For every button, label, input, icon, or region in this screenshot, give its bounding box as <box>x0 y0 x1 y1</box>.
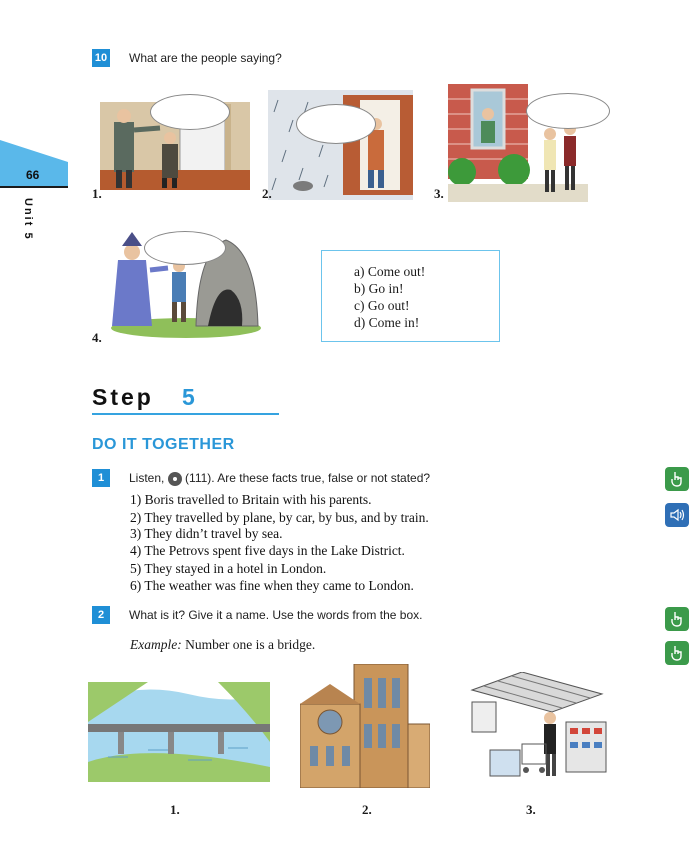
page-tab <box>0 140 68 192</box>
fact-6: 6) The weather was fine when they came to London. <box>130 578 414 593</box>
bottom-picture-2-caption: 2. <box>362 802 372 817</box>
task-2-instruction: What is it? Give it a name. Use the words from the box. <box>129 608 423 622</box>
page-tab-rule <box>0 186 68 188</box>
picture-1-caption: 1. <box>92 186 102 201</box>
task-1-instruction <box>129 471 430 486</box>
option-a: a) Come out! <box>354 264 426 279</box>
fact-4: 4) The Petrovs spent five days in the Lake District. <box>130 543 405 558</box>
supermarket-illustration <box>462 672 612 788</box>
fact-1: 1) Boris travelled to Britain with his parents. <box>130 492 372 507</box>
picture-4-caption: 4. <box>92 330 102 345</box>
audio-cd-icon <box>168 472 182 486</box>
picture-3-caption: 3. <box>434 186 444 201</box>
bridge-illustration <box>88 682 270 782</box>
interactive-hand-icon-2[interactable] <box>665 607 689 631</box>
example-text: Number one is a bridge. <box>185 637 316 652</box>
fact-2: 2) They travelled by plane, by car, by bus, and by train. <box>130 510 429 525</box>
speech-bubble-1 <box>150 94 230 130</box>
interactive-hand-icon-1[interactable] <box>665 467 689 491</box>
task-1-instruction-start: Listen, <box>129 471 165 485</box>
option-b: b) Go in! <box>354 281 404 296</box>
audio-speaker-icon[interactable] <box>665 503 689 527</box>
picture-2-caption: 2. <box>262 186 272 201</box>
speech-bubble-3 <box>526 93 610 129</box>
bottom-picture-1-caption: 1. <box>170 802 180 817</box>
speech-bubble-2 <box>296 104 376 144</box>
option-c: c) Go out! <box>354 298 410 313</box>
section-title: DO IT TOGETHER <box>92 436 235 453</box>
task-1-badge: 1 <box>92 469 110 487</box>
speech-bubble-4 <box>144 231 226 265</box>
example-label: Example: <box>130 637 182 652</box>
step-number: 5 <box>182 384 195 410</box>
fact-5: 5) They stayed in a hotel in London. <box>130 561 327 576</box>
fact-3: 3) They didn’t travel by sea. <box>130 526 283 541</box>
task-2-badge: 2 <box>92 606 110 624</box>
task-10-instruction: What are the people saying? <box>129 51 282 65</box>
unit-label: Unit 5 <box>22 198 34 241</box>
task-2-example <box>130 637 315 653</box>
interactive-hand-icon-3[interactable] <box>665 641 689 665</box>
page-number: 66 <box>26 168 40 182</box>
step-underline <box>92 413 279 415</box>
step-title: Step <box>92 384 154 410</box>
cathedral-illustration <box>300 664 430 788</box>
task-10-badge: 10 <box>92 49 110 67</box>
answer-options-box <box>321 250 500 342</box>
option-d: d) Come in! <box>354 315 420 330</box>
task-1-instruction-end: (111). Are these facts true, false or not stated? <box>185 471 431 485</box>
bottom-picture-3-caption: 3. <box>526 802 536 817</box>
